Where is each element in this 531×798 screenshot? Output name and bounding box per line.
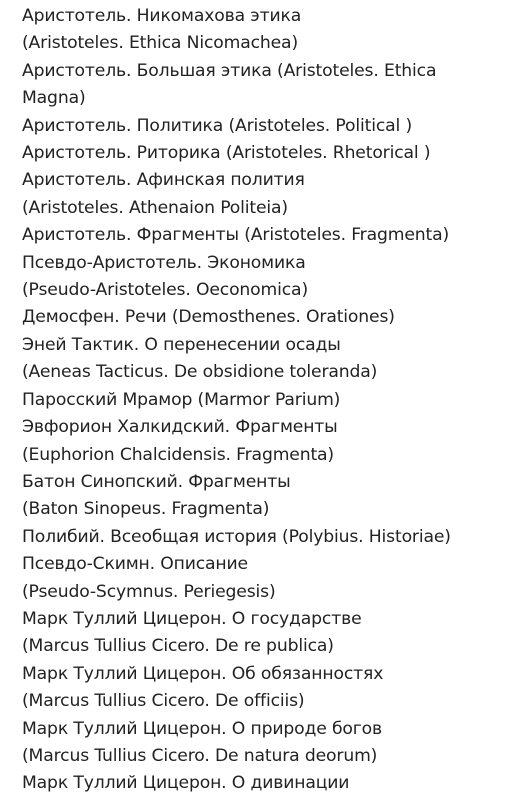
source-line: Псевдо-Аристотель. Экономика [22,252,306,273]
source-line: Аристотель. Политика (Aristoteles. Political ) [22,115,413,136]
source-line: Эвфорион Халкидский. Фрагменты [22,417,338,438]
source-line: (Aristoteles. Athenaion Politeia) [22,197,288,218]
source-list [22,3,492,798]
source-line: (Baton Sinopeus. Fragmenta) [22,499,270,520]
source-line: (Pseudo-Scymnus. Periegesis) [22,581,276,602]
source-line: (Euphorion Chalcidensis. Fragmenta) [22,444,334,465]
source-line: Magna) [22,88,86,109]
source-line: Аристотель. Афинская полития [22,170,305,191]
source-line: Аристотель. Никомахова этика [22,6,302,26]
source-line: Марк Туллий Цицерон. Об обязанностях [22,663,384,684]
source-line: Паросский Мрамор (Marmor Parium) [22,389,341,410]
source-line: (Marcus Tullius Cicero. De officiis) [22,691,305,712]
source-line: Демосфен. Речи (Demosthenes. Orationes) [22,307,395,328]
source-line: Батон Синопский. Фрагменты [22,471,291,492]
source-line: Аристотель. Большая этика (Aristoteles. Ethica [22,60,437,81]
source-line: (Marcus Tullius Cicero. De natura deorum) [22,745,378,766]
source-line: Марк Туллий Цицерон. О государстве [22,608,362,629]
source-line: Марк Туллий Цицерон. О дивинации [22,773,350,794]
source-line: (Aeneas Tacticus. De obsidione toleranda) [22,362,378,383]
source-line: Аристотель. Риторика (Aristoteles. Rhetorical ) [22,143,431,164]
source-line: (Marcus Tullius Cicero. De re publica) [22,636,334,657]
source-line: (Aristoteles. Ethica Nicomachea) [22,33,298,54]
source-line: Эней Тактик. О перенесении осады [22,334,341,355]
source-line: Полибий. Всеобщая история (Polybius. Historiae) [22,526,451,547]
source-line: (Pseudo-Aristoteles. Oeconomica) [22,280,308,301]
source-line: Марк Туллий Цицерон. О природе богов [22,718,382,739]
source-line: Аристотель. Фрагменты (Aristoteles. Fragmenta) [22,225,450,246]
source-line: Псевдо-Скимн. Описание [22,554,248,575]
